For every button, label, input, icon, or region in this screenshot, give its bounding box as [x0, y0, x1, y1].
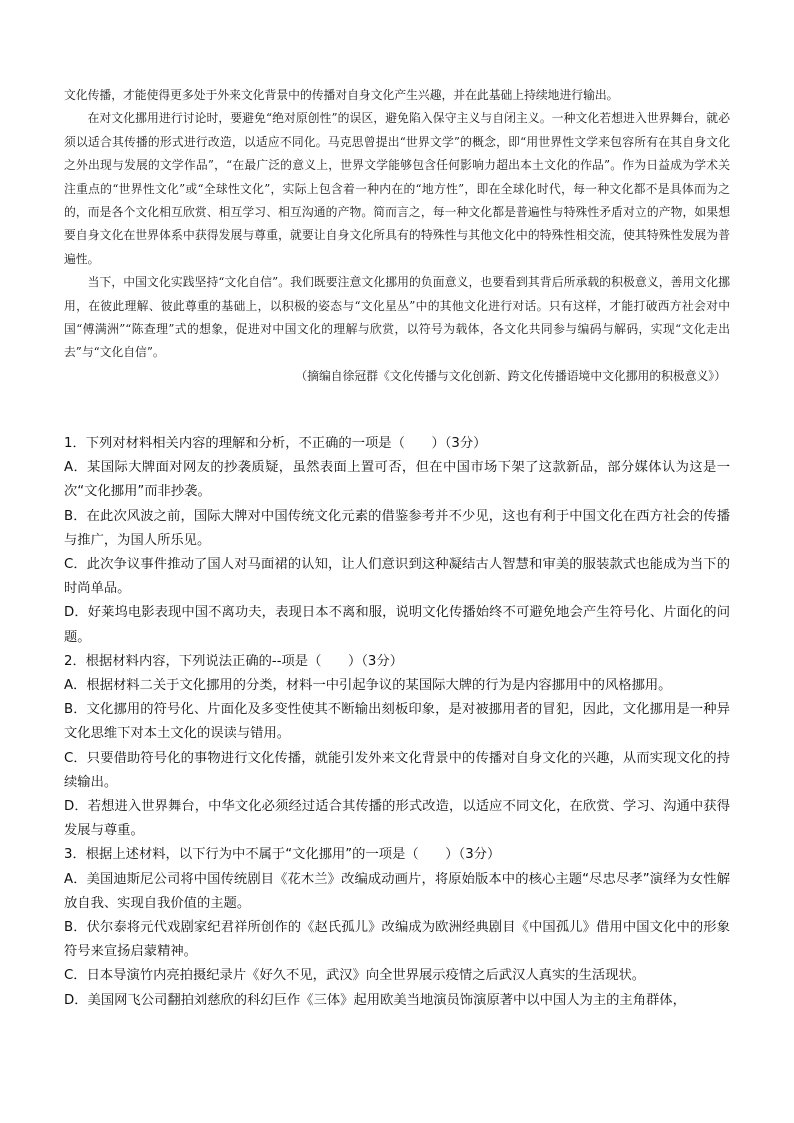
question-list	[64, 432, 730, 1013]
passage-source: （摘编自徐冠群《文化传播与文化创新、跨文化传播语境中文化挪用的积极意义》）	[295, 368, 726, 383]
question-2-option-a: A．根据材料二关于文化挪用的分类，材料一中引起争议的某国际大牌的行为是内容挪用中的风格挪用。	[64, 678, 672, 694]
question-3-option-a: A．美国迪斯尼公司将中国传统剧目《花木兰》改编成动画片，将原始版本中的核心主题“尽忠尽孝”演绎为女性解放自我、实现自我价值的主题。	[64, 871, 730, 911]
question-2-stem: 2．根据材料内容，下列说法正确的--项是（ ）（3分）	[64, 653, 403, 669]
reading-passage	[64, 84, 730, 388]
passage-paragraph: 在对文化挪用进行讨论时，要避免“绝对原创性”的误区，避免陷入保守主义与自闭主义。一种文化若想进入世界舞台，就必须以适合其传播的形式进行改造，以适应不同化。马克思曾提出“世界文学”的概念，即“用世界性文学来包容所有在其自身文化之外出现与发展的文学作品”，“在最广泛的意义上，世界文学能够包含任何影响力超出本土文化的作品”。作为日益成为学术关注重点的“世界性文化”或“全球性文化”，实际上包含着一种内在的“地方性”，即在全球化时代，每一种文化都不是具体而为之的，而是各个文化相互欣赏、相互学习、相互沟通的产物。简而言之，每一种文化都是普遍性与特殊性矛盾对立的产物，如果想要自身文化在世界体系中获得发展与尊重，就要让自身文化所具有的特殊性与其他文化中的特殊性相交流，使其特殊性发展为普遍性。	[64, 111, 730, 266]
question-3-option-d: D．美国网飞公司翻拍刘慈欣的科幻巨作《三体》起用欧美当地演员饰演原著中以中国人为主的主角群体，	[64, 992, 686, 1008]
question-3-option-c: C．日本导演竹内亮拍摄纪录片《好久不见，武汉》向全世界展示疫情之后武汉人真实的生活现状。	[64, 968, 646, 984]
question-1-option-b: B．在此次风波之前，国际大牌对中国传统文化元素的借鉴参考并不少见，这也有利于中国文化在西方社会的传播与推广，为国人所乐见。	[64, 508, 730, 548]
question-2-option-c: C．只要借助符号化的事物进行文化传播，就能引发外来文化背景中的传播对自身文化的兴趣，从而实现文化的持续输出。	[64, 750, 730, 790]
passage-paragraph: 文化传播，才能使得更多处于外来文化背景中的传播对自身文化产生兴趣，并在此基础上持续地进行输出。	[64, 88, 619, 102]
question-2-option-d: D．若想进入世界舞台，中华文化必须经过适合其传播的形式改造，以适应不同文化，在欣赏、学习、沟通中获得发展与尊重。	[64, 799, 730, 839]
question-3-stem: 3．根据上述材料，以下行为中不属于“文化挪用”的一项是（ ）（3分）	[64, 847, 501, 863]
question-1-option-d: D．好莱坞电影表现中国不离功夫，表现日本不离和服，说明文化传播始终不可避免地会产生符号化、片面化的问题。	[64, 605, 730, 645]
question-1-option-a: A．某国际大牌面对网友的抄袭质疑，虽然表面上置可否，但在中国市场下架了这款新品，部分媒体认为这是一次“文化挪用”而非抄袭。	[64, 460, 730, 500]
question-3-option-b: B．伏尔泰将元代戏剧家纪君祥所创作的《赵氏孤儿》改编成为欧洲经典剧目《中国孤儿》借用中国文化中的形象符号来宣扬启蒙精神。	[64, 920, 730, 960]
passage-paragraph: 当下，中国文化实践坚持“文化自信”。我们既要注意文化挪用的负面意义，也要看到其背后所承载的积极意义，善用文化挪用，在彼此理解、彼此尊重的基础上，以积极的姿态与“文化星丛”中的其他文化进行对话。只有这样，才能打破西方社会对中国“傅满洲”“陈查理”式的想象，促进对中国文化的理解与欣赏，以符号为载体，各文化共同参与编码与解码，实现“文化走出去”与“文化自信”。	[64, 275, 730, 360]
question-1-option-c: C．此次争议事件推动了国人对马面裙的认知，让人们意识到这种凝结古人智慧和审美的服装款式也能成为当下的时尚单品。	[64, 557, 730, 597]
question-1-stem: 1．下列对材料相关内容的理解和分析，不正确的一项是（ ）（3分）	[64, 436, 487, 451]
question-2-option-b: B．文化挪用的符号化、片面化及多变性使其不断输出刻板印象，是对被挪用者的冒犯，因此，文化挪用是一种异文化思维下对本土文化的误读与错用。	[64, 702, 730, 742]
